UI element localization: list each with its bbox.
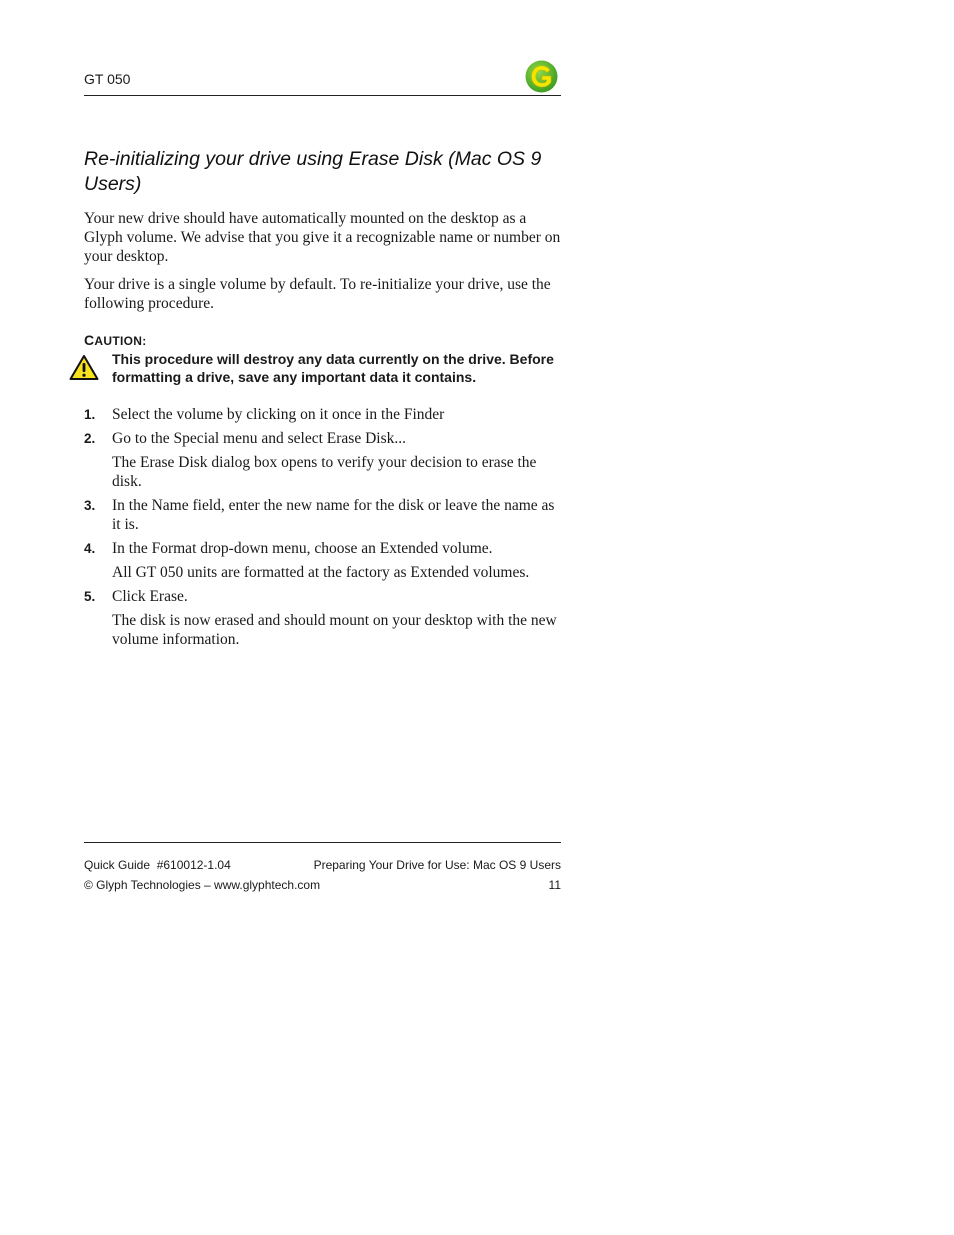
footer-copyright: © Glyph Technologies – www.glyphtech.com <box>84 878 321 892</box>
step-note: All GT 050 units are formatted at the factory as Extended volumes. <box>112 564 530 581</box>
header-rule <box>84 95 561 96</box>
step-note: The Erase Disk dialog box opens to verify your decision to erase the disk. <box>112 454 537 490</box>
footer-guide-number: Quick Guide #610012-1.04 <box>84 858 231 872</box>
footer-rule <box>84 842 561 843</box>
intro-paragraph: Your new drive should have automatically mounted on the desktop as a Glyph volume. We advise that you give it a recognizable name or number on your desktop. <box>84 210 561 265</box>
step-number: 5. <box>84 589 96 604</box>
step-number: 1. <box>84 407 96 422</box>
caution-text: This procedure will destroy any data currently on the drive. Before formatting a drive, save any important data it contains. <box>112 351 554 385</box>
step-text: Select the volume by clicking on it once in the Finder <box>112 406 445 423</box>
list-item <box>84 429 561 491</box>
page-number: 11 <box>548 878 561 892</box>
step-text: In the Format drop-down menu, choose an Extended volume. <box>112 540 493 557</box>
step-text: Click Erase. <box>112 588 188 605</box>
step-number: 4. <box>84 541 96 556</box>
header-title: GT 050 <box>84 71 131 87</box>
step-number: 2. <box>84 431 96 446</box>
list-item <box>84 587 561 649</box>
glyph-logo-icon <box>525 60 558 93</box>
list-item <box>84 405 561 424</box>
step-number: 3. <box>84 498 96 513</box>
procedure-steps <box>84 405 561 649</box>
list-item <box>84 496 561 534</box>
list-item <box>84 539 561 582</box>
section-heading: Re-initializing your drive using Erase Disk (Mac OS 9 Users) <box>84 148 542 195</box>
step-text: Go to the Special menu and select Erase Disk... <box>112 430 406 447</box>
default-volume-paragraph: Your drive is a single volume by default. To re-initialize your drive, use the following procedure. <box>84 276 551 312</box>
caution-label: CAUTION: <box>84 332 147 348</box>
footer-section-title: Preparing Your Drive for Use: Mac OS 9 Users <box>313 858 561 872</box>
step-text: In the Name field, enter the new name for the disk or leave the name as it is. <box>112 497 555 533</box>
warning-triangle-icon <box>69 354 99 381</box>
step-note: The disk is now erased and should mount on your desktop with the new volume information. <box>112 612 557 648</box>
